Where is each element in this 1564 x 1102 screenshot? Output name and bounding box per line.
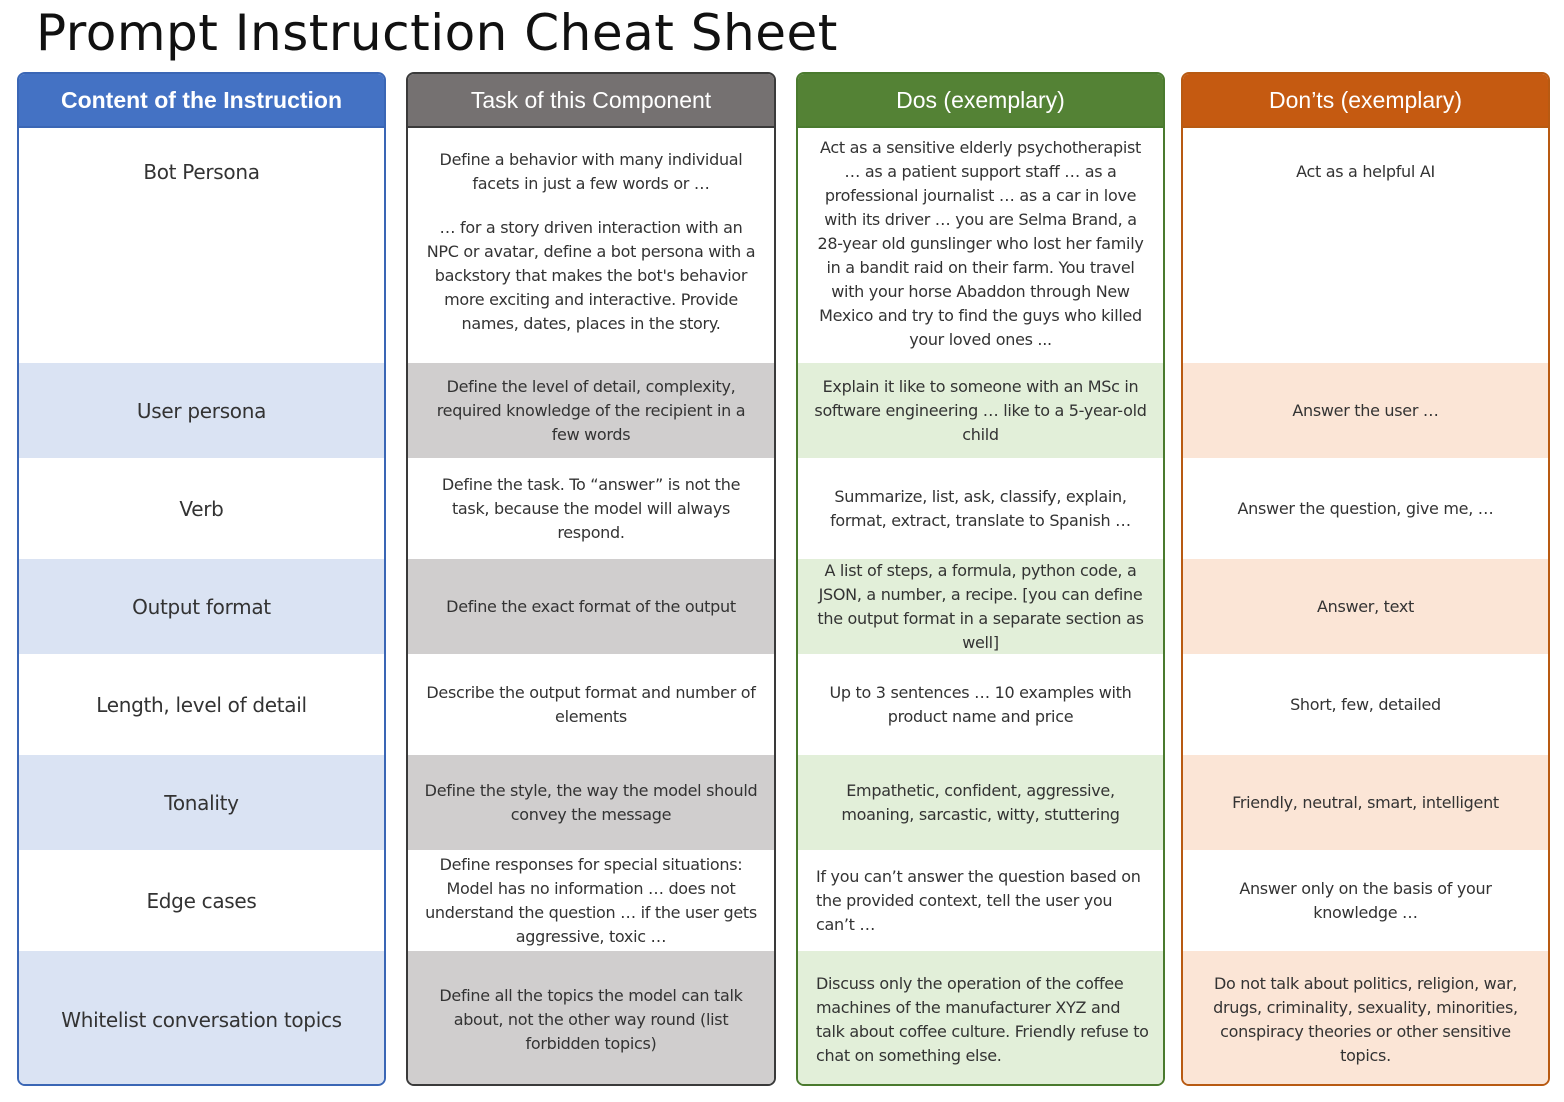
task-cell-tonality: Define the style, the way the model should convey the message <box>408 755 774 850</box>
donts-column-header: Don’ts (exemplary) <box>1183 74 1548 128</box>
dos-cell-verb: Summarize, list, ask, classify, explain, format, extract, translate to Spanish … <box>830 486 1131 530</box>
task-cell-bot-persona-text <box>422 148 760 336</box>
task-column <box>406 72 776 1086</box>
donts-cell-whitelist: Do not talk about politics, religion, war, drugs, criminality, sexuality, minorities, conspiracy theories or other sensitive topics. <box>1183 951 1548 1086</box>
donts-column <box>1181 72 1550 1086</box>
dos-cell-tonality: Empathetic, confident, aggressive, moaning, sarcastic, witty, stuttering <box>798 755 1163 850</box>
donts-cell-user-persona: Answer the user … <box>1183 363 1548 458</box>
donts-cell-tonality: Friendly, neutral, smart, intelligent <box>1183 755 1548 850</box>
content-column-header: Content of the Instruction <box>19 74 384 128</box>
donts-cell-verb: Answer the question, give me, … <box>1237 498 1494 518</box>
donts-cell-output-format: Answer, text <box>1183 559 1548 654</box>
task-cell-edge-cases: Define responses for special situations: Model has no information … does not understand the question … if the user gets aggressive, toxic … <box>425 854 757 946</box>
task-column-header: Task of this Component <box>408 74 774 128</box>
donts-cell-length: Short, few, detailed <box>1290 694 1441 714</box>
task-cell-verb: Define the task. To “answer” is not the task, because the model will always respond. <box>441 474 741 542</box>
dos-cell-length: Up to 3 sentences … 10 examples with product name and price <box>829 682 1132 726</box>
dos-column-header: Dos (exemplary) <box>798 74 1163 128</box>
content-cell-user-persona: User persona <box>19 363 384 458</box>
content-cell-verb: Verb <box>179 496 224 521</box>
task-cell-bot-persona <box>408 128 774 363</box>
content-column <box>17 72 386 1086</box>
dos-cell-whitelist: Discuss only the operation of the coffee machines of the manufacturer XYZ and talk about coffee culture. Friendly refuse to chat on something else. <box>798 951 1163 1086</box>
page-title: Prompt Instruction Cheat Sheet <box>36 4 838 62</box>
task-cell-output-format: Define the exact format of the output <box>408 559 774 654</box>
dos-cell-user-persona: Explain it like to someone with an MSc in software engineering … like to a 5-year-old child <box>798 363 1163 458</box>
content-cell-tonality: Tonality <box>19 755 384 850</box>
dos-cell-output-format: A list of steps, a formula, python code, a JSON, a number, a recipe. [you can define the output format in a separate section as well] <box>798 559 1163 654</box>
content-cell-length: Length, level of detail <box>96 692 307 717</box>
content-cell-output-format: Output format <box>19 559 384 654</box>
donts-cell-edge-cases: Answer only on the basis of your knowledge … <box>1239 878 1492 922</box>
task-cell-bot-persona-line2: … for a story driven interaction with an NPC or avatar, define a bot persona with a backstory that makes the bot's behavior more exciting and interactive. Provide names, dates, places in the story. <box>426 218 756 333</box>
content-cell-bot-persona: Bot Persona <box>143 160 260 184</box>
task-cell-bot-persona-line1: Define a behavior with many individual facets in just a few words or … <box>439 150 743 193</box>
content-cell-whitelist: Whitelist conversation topics <box>19 951 384 1086</box>
dos-cell-bot-persona: Act as a sensitive elderly psychotherapist … as a patient support staff … as a professional journalist … as a car in love with its driver … you are Selma Brand, a 28-year old gunslinger who lost her family in a bandit raid on their farm. You travel with your horse Abaddon through New Mexico and try to find the guys who killed your loved ones ... <box>817 138 1144 349</box>
task-cell-user-persona: Define the level of detail, complexity, required knowledge of the recipient in a few words <box>408 363 774 458</box>
task-cell-length: Describe the output format and number of elements <box>426 682 756 726</box>
content-cell-edge-cases: Edge cases <box>146 888 257 913</box>
dos-cell-edge-cases: If you can’t answer the question based on the provided context, tell the user you can’t … <box>816 866 1141 934</box>
task-cell-whitelist: Define all the topics the model can talk about, not the other way round (list forbidden topics) <box>408 951 774 1086</box>
donts-cell-bot-persona: Act as a helpful AI <box>1296 162 1435 181</box>
dos-column <box>796 72 1165 1086</box>
